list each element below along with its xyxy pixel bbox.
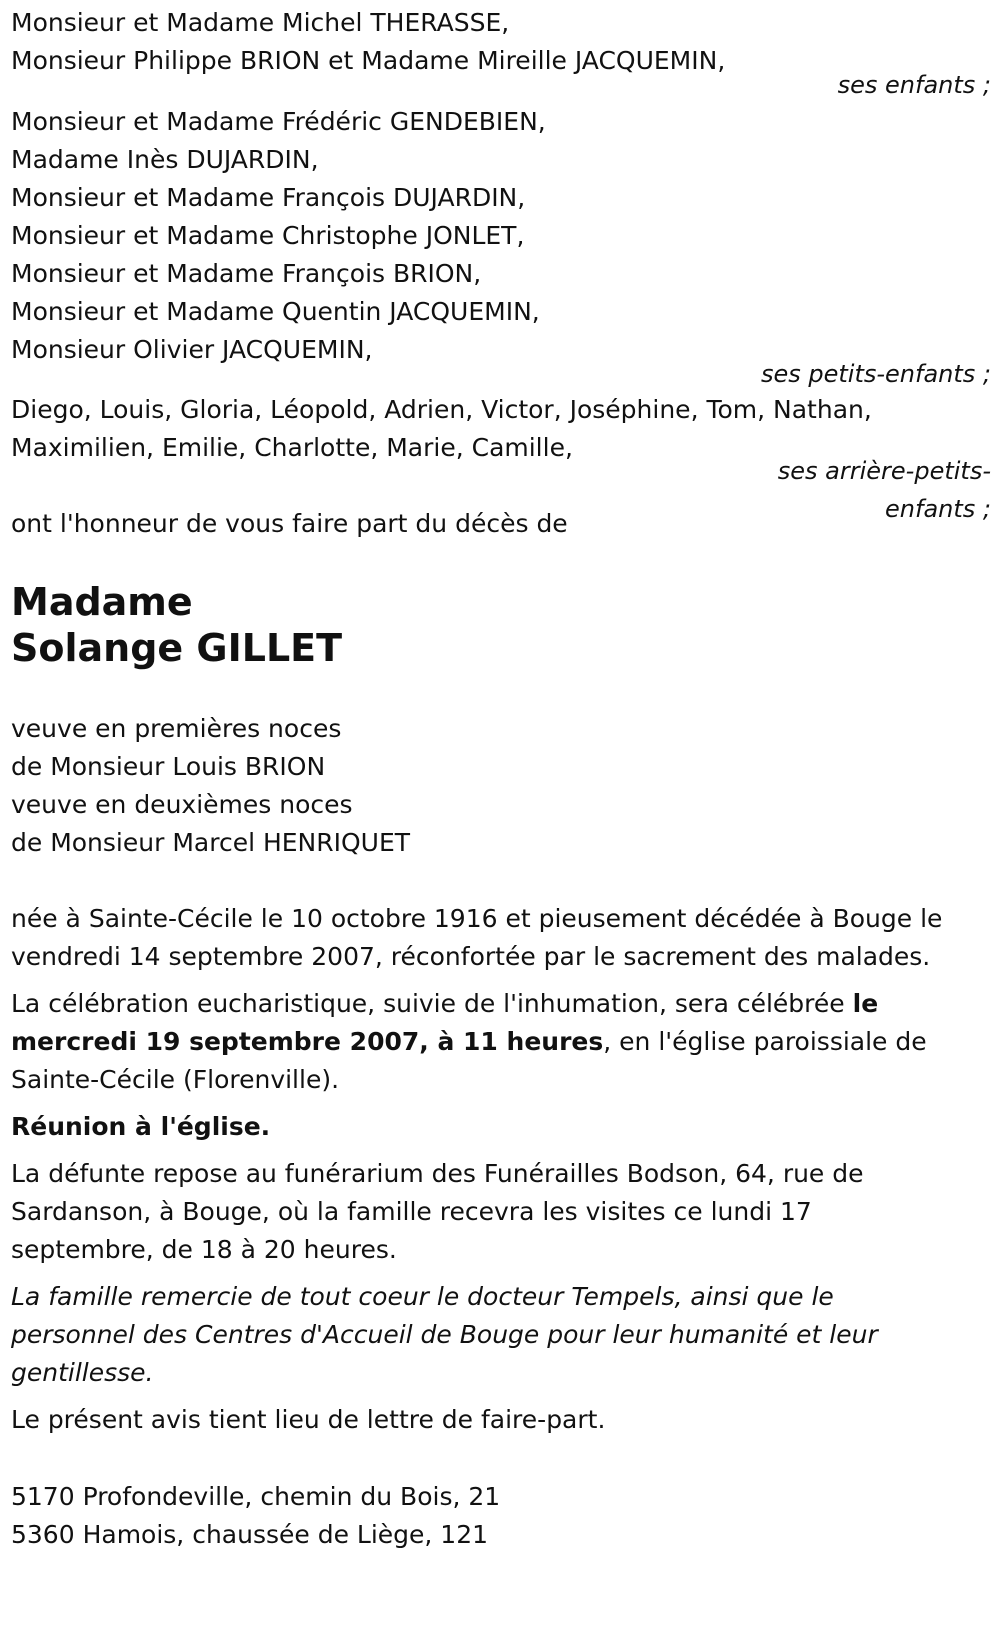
birth-death-line: née à Sainte-Cécile le 10 octobre 1916 et pieusement décédée à Bouge le <box>11 904 943 933</box>
ceremony-text: La célébration eucharistique, suivie de l'inhumation, sera célébrée <box>11 989 853 1018</box>
birth-death-line: vendredi 14 septembre 2007, réconfortée par le sacrement des malades. <box>11 942 931 971</box>
thanks-line: personnel des Centres d'Accueil de Bouge pour leur humanité et leur <box>11 1320 878 1349</box>
child-line: Monsieur et Madame Michel THERASSE, <box>11 8 510 37</box>
great-grandchildren-label: ses arrière-petits- <box>777 457 991 485</box>
grandchild-line: Monsieur Olivier JACQUEMIN, <box>11 335 373 364</box>
grandchild-line: Monsieur et Madame Quentin JACQUEMIN, <box>11 297 540 326</box>
ceremony-line: Sainte-Cécile (Florenville). <box>11 1065 340 1094</box>
great-grandchildren-line: Diego, Louis, Gloria, Léopold, Adrien, Victor, Joséphine, Tom, Nathan, <box>11 395 872 424</box>
thanks-line: La famille remercie de tout coeur le docteur Tempels, ainsi que le <box>11 1282 834 1311</box>
great-grandchildren-line: Maximilien, Emilie, Charlotte, Marie, Camille, <box>11 433 573 462</box>
widow-line: de Monsieur Marcel HENRIQUET <box>11 828 411 857</box>
thanks-line: gentillesse. <box>11 1358 154 1387</box>
ceremony-line <box>11 985 878 1023</box>
notice-line: Le présent avis tient lieu de lettre de faire-part. <box>11 1405 606 1434</box>
ceremony-text: , en l'église paroissiale de <box>603 1027 927 1056</box>
funeral-home-line: La défunte repose au funérarium des Funérailles Bodson, 64, rue de <box>11 1159 864 1188</box>
ceremony-date-bold: mercredi 19 septembre 2007, à 11 heures <box>11 1027 604 1056</box>
deceased-title: Madame <box>11 580 193 624</box>
grandchild-line: Monsieur et Madame Frédéric GENDEBIEN, <box>11 107 546 136</box>
deceased-name: Solange GILLET <box>11 626 343 670</box>
grandchildren-label: ses petits-enfants ; <box>760 360 991 388</box>
grandchild-line: Monsieur et Madame François BRION, <box>11 259 482 288</box>
grandchild-line: Monsieur et Madame Christophe JONLET, <box>11 221 525 250</box>
great-grandchildren-label: enfants ; <box>885 495 991 523</box>
meeting-note: Réunion à l'église. <box>11 1112 271 1141</box>
widow-line: de Monsieur Louis BRION <box>11 752 326 781</box>
funeral-home-line: Sardanson, à Bouge, où la famille recevra les visites ce lundi 17 <box>11 1197 812 1226</box>
grandchild-line: Madame Inès DUJARDIN, <box>11 145 319 174</box>
widow-line: veuve en premières noces <box>11 714 342 743</box>
address-line: 5360 Hamois, chaussée de Liège, 121 <box>11 1520 489 1549</box>
announcement: ont l'honneur de vous faire part du décès de <box>11 509 568 538</box>
grandchild-line: Monsieur et Madame François DUJARDIN, <box>11 183 526 212</box>
children-label: ses enfants ; <box>837 71 991 99</box>
ceremony-date-bold: le <box>852 989 879 1018</box>
ceremony-line <box>11 1023 927 1061</box>
funeral-home-line: septembre, de 18 à 20 heures. <box>11 1235 397 1264</box>
child-line: Monsieur Philippe BRION et Madame Mireille JACQUEMIN, <box>11 46 726 75</box>
widow-line: veuve en deuxièmes noces <box>11 790 353 819</box>
address-line: 5170 Profondeville, chemin du Bois, 21 <box>11 1482 501 1511</box>
